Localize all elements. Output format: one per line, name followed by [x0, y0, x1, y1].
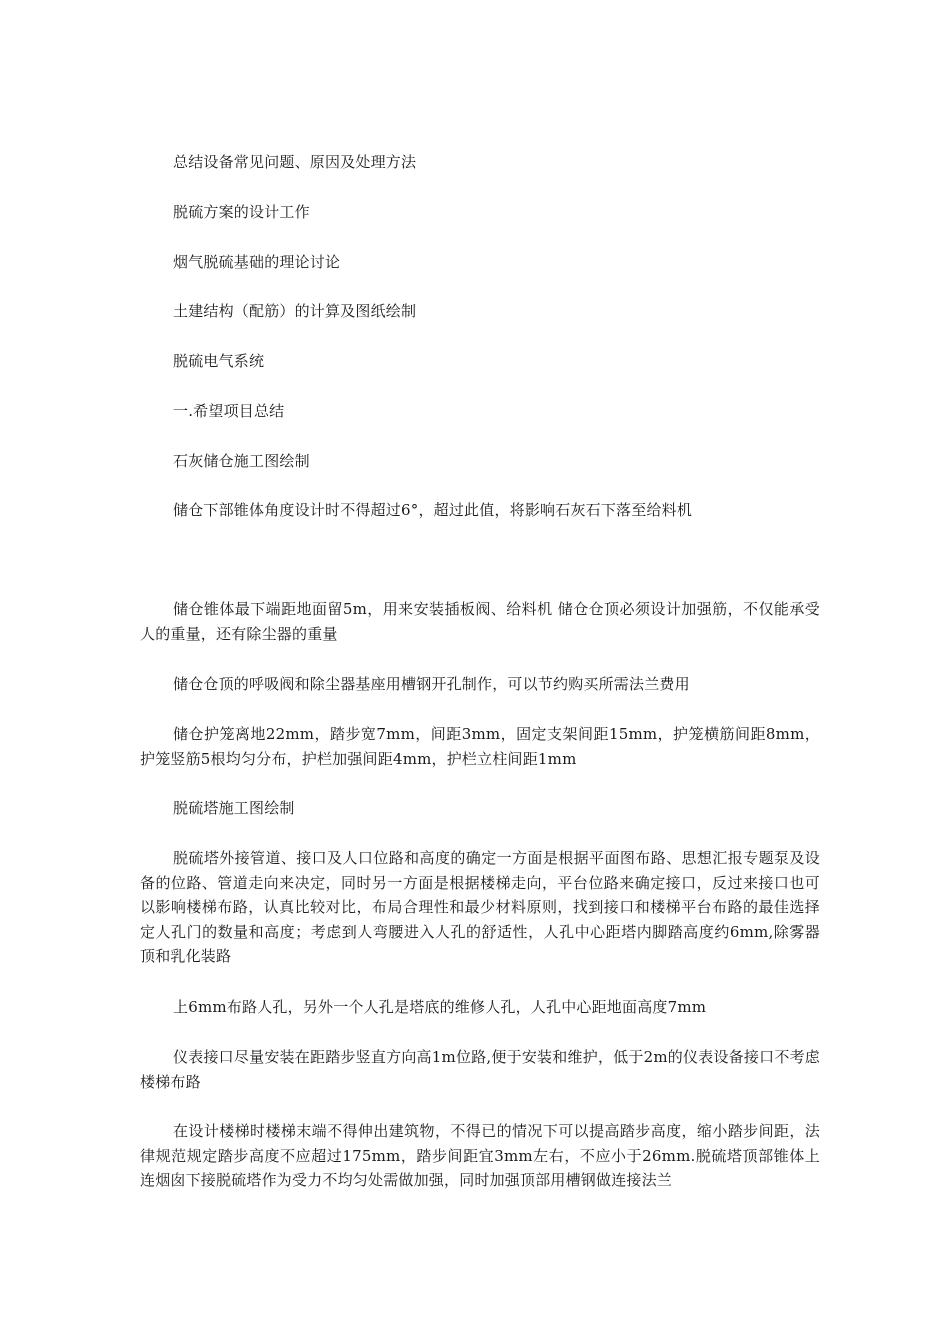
paragraph-5: 脱硫电气系统 — [173, 352, 265, 370]
paragraph-3: 烟气脱硫基础的理论讨论 — [173, 253, 341, 271]
subheading-desulfurization-tower: 脱硫塔施工图绘制 — [173, 799, 295, 817]
subheading-lime-silo: 石灰储仓施工图绘制 — [173, 452, 310, 470]
paragraph-4: 土建结构（配筋）的计算及图纸绘制 — [173, 302, 417, 320]
paragraph-8: 储仓下部锥体角度设计时不得超过6°，超过此值，将影响石灰石下落至给料机 — [173, 501, 693, 519]
section-heading: 一.希望项目总结 — [173, 402, 285, 420]
paragraph-10: 储仓仓顶的呼吸阀和除尘器基座用槽钢开孔制作，可以节约购买所需法兰费用 — [173, 675, 690, 693]
paragraph-16: 在设计楼梯时楼梯末端不得伸出建筑物，不得已的情况下可以提高踏步高度，缩小踏步间距，法律规范规定踏步高度不应超过175mm，踏步间距宜3mm左右，不应小于26mm.脱硫塔顶部锥体上连烟囱下接脱硫塔作为受力不均匀处需做加强，同时加强顶部用槽钢做连接法兰 — [140, 1122, 820, 1189]
paragraph-2: 脱硫方案的设计工作 — [173, 203, 310, 221]
paragraph-1: 总结设备常见问题、原因及处理方法 — [173, 153, 417, 171]
paragraph-11: 储仓护笼离地22mm，踏步宽7mm，间距3mm，固定支架间距15mm，护笼横筋间距8mm，护笼竖筋5根均匀分布，护栏加强间距4mm，护栏立柱间距1mm — [140, 725, 820, 768]
paragraph-9: 储仓锥体最下端距地面留5m，用来安装插板阀、给料机 储仓仓顶必须设计加强筋，不仅能承受人的重量，还有除尘器的重量 — [140, 600, 820, 643]
paragraph-13: 脱硫塔外接管道、接口及人口位路和高度的确定一方面是根据平面图布路、思想汇报专题泵及设备的位路、管道走向来决定，同时另一方面是根据楼梯走向，平台位路来确定接口，反过来接口也可以影响楼梯布路，认真比较对比，布局合理性和最少材料原则，找到接口和楼梯平台布路的最佳选择定人孔门的数量和高度；考虑到人弯腰进入人孔的舒适性，人孔中心距塔内脚踏高度约6mm,除雾器顶和乳化装路 — [140, 849, 820, 965]
paragraph-15: 仪表接口尽量安装在距踏步竖直方向高1m位路,便于安装和维护，低于2m的仪表设备接口不考虑楼梯布路 — [140, 1048, 820, 1091]
paragraph-14: 上6mm布路人孔，另外一个人孔是塔底的维修人孔，人孔中心距地面高度7mm — [173, 998, 707, 1016]
